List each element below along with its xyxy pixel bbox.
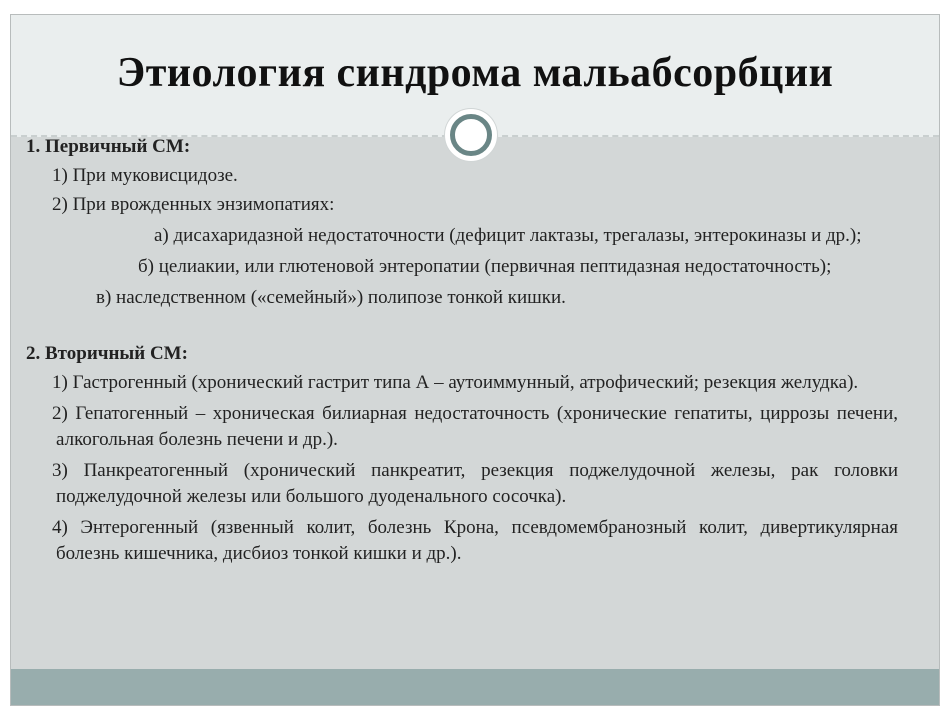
primary-heading: 1. Первичный СМ: — [26, 136, 191, 157]
footer-bar — [11, 669, 939, 705]
primary-subitem-b: б) целиакии, или глютеновой энтеропатии (первичная пептидазная недостаточность); — [138, 256, 832, 277]
secondary-item-2: 2) Гепатогенный – хроническая билиарная недостаточность (хронические гепатиты, циррозы печени, алкогольная болезнь печени и др.). — [52, 403, 898, 450]
secondary-heading: 2. Вторичный СМ: — [26, 343, 188, 364]
primary-item-1: 1) При муковисцидозе. — [52, 165, 238, 186]
secondary-item-1: 1) Гастрогенный (хронический гастрит типа А – аутоиммунный, атрофический; резекция желудка). — [52, 372, 859, 393]
primary-item-2: 2) При врожденных энзимопатиях: — [52, 194, 335, 215]
secondary-item-3: 3) Панкреатогенный (хронический панкреатит, резекция поджелудочной железы, рак головки поджелудочной железы или большого дуоденального сосочка). — [52, 460, 898, 507]
slide-title: Этиология синдрома мальабсорбции — [116, 50, 834, 96]
slide-body — [26, 134, 898, 567]
secondary-item-4: 4) Энтерогенный (язвенный колит, болезнь Крона, псевдомембранозный колит, дивертикулярная болезнь кишечника, дисбиоз тонкой кишки и др.). — [52, 517, 898, 564]
primary-subitem-c: в) наследственном («семейный») полипозе тонкой кишки. — [96, 287, 566, 308]
primary-subitem-a: а) дисахаридазной недостаточности (дефицит лактазы, трегалазы, энтерокиназы и др.); — [154, 225, 862, 246]
